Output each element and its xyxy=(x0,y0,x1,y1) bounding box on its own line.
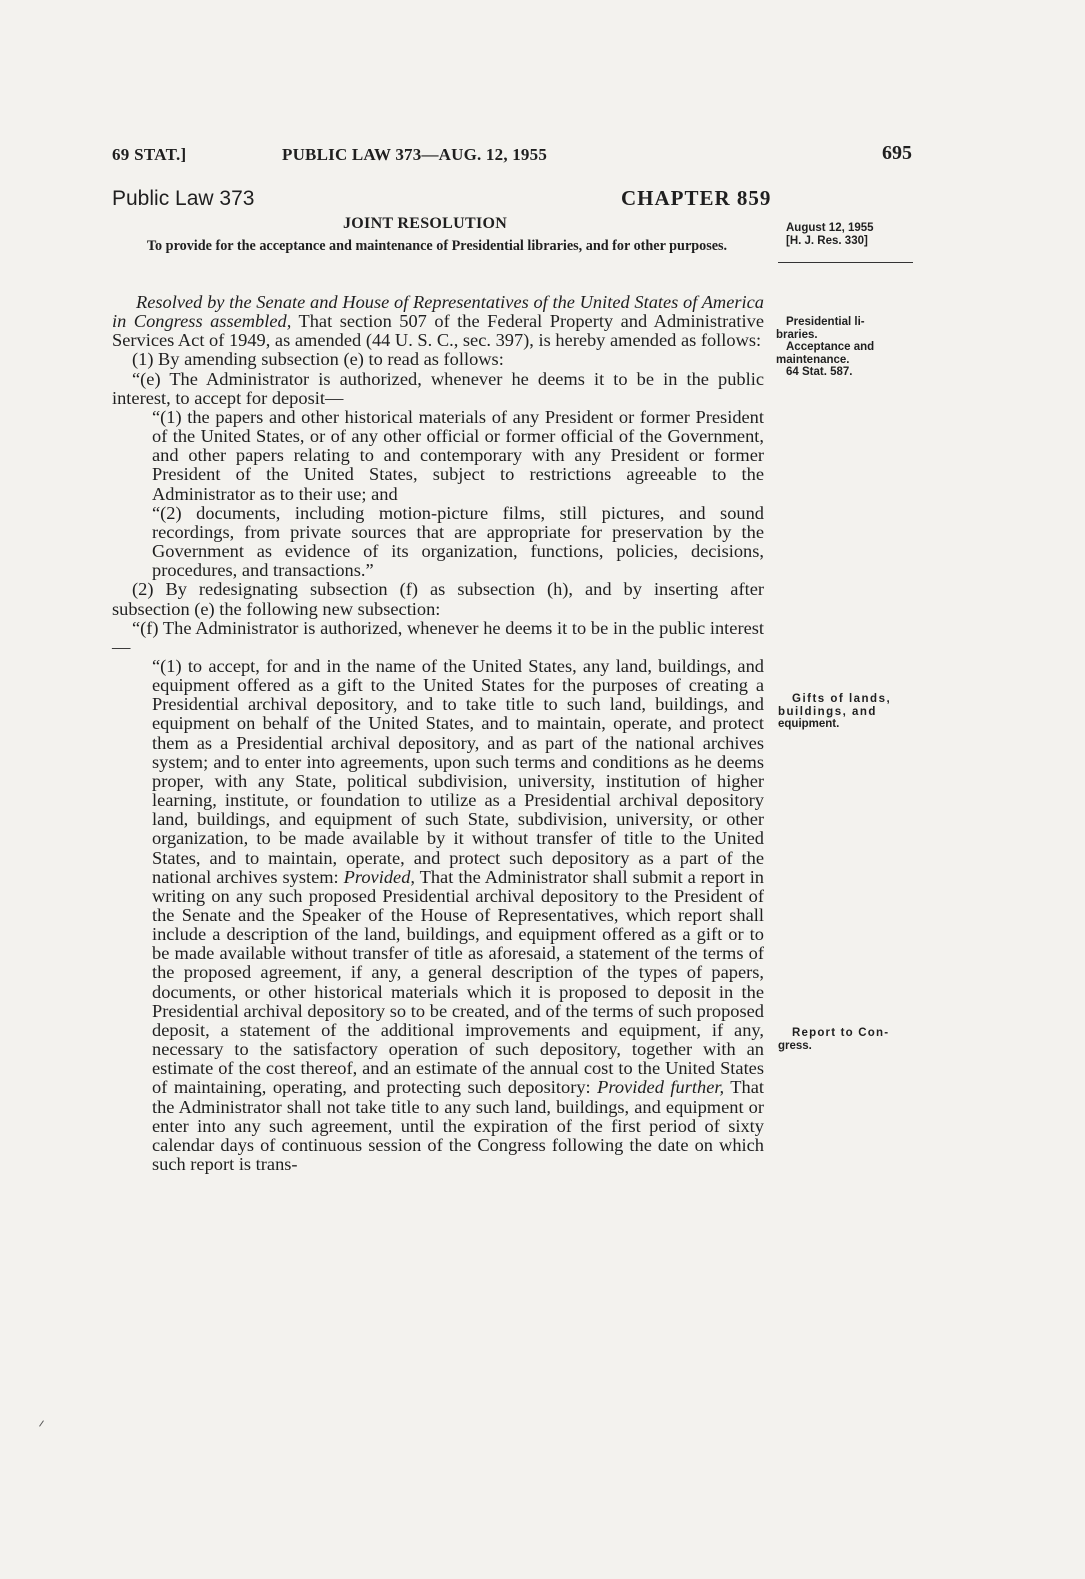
enacting-text: That section 507 of the Federal Property and Administrative Services Act of 1949, as amended (44 U. S. C., sec. 397), is hereby amended as follows: xyxy=(112,311,764,351)
margin-note-line: gress. xyxy=(778,1039,812,1052)
header-volume: 69 STAT.] xyxy=(112,145,187,164)
subsection-f-1-proviso-further: That the Administrator shall not take title to any such land, buildings, and equipment or enter into any such agreement, until the expiration of the first period of sixty calendar days of continuous session of the Congress following the date on which such report is trans- xyxy=(152,1077,764,1175)
subsection-e: “(e) The Administrator is authorized, whenever he deems it to be in the public interest, to accept for deposit— xyxy=(112,368,764,408)
margin-note-line: Presidential li- xyxy=(786,316,865,328)
amendment-item-2: (2) By redesignating subsection (f) as subsection (h), and by inserting after subsection (e) the following new subsection: xyxy=(112,579,764,619)
margin-note-line: buildings, and xyxy=(778,705,877,718)
proviso-label: Provided, xyxy=(343,866,415,887)
margin-note-line: maintenance. xyxy=(776,353,850,366)
public-law-number: Public Law 373 xyxy=(112,187,255,210)
proviso-label-further: Provided further, xyxy=(597,1077,725,1098)
resolution-purpose: To provide for the acceptance and maintenance of Presidential libraries, and for other purposes. xyxy=(146,238,728,254)
margin-note-line: equipment. xyxy=(778,718,840,730)
margin-note-line: 64 Stat. 587. xyxy=(786,366,853,378)
subsection-e-2: “(2) documents, including motion-picture films, still pictures, and sound recordings, from private sources that are appropriate for preservation by the Government as evidence of its organization, functions, policies, decisions, procedures, and transactions.” xyxy=(152,502,764,581)
chapter-number: CHAPTER 859 xyxy=(621,186,772,210)
resolution-title: JOINT RESOLUTION xyxy=(343,215,508,232)
resolution-body xyxy=(112,293,764,1174)
margin-note-line: Report to Con- xyxy=(792,1027,890,1039)
margin-note-libraries xyxy=(776,316,926,379)
enacting-clause xyxy=(112,293,764,350)
margin-bill-number: [H. J. Res. 330] xyxy=(786,234,868,247)
subsection-f-1 xyxy=(112,657,764,1174)
enacting-phrase: Resolved by the Senate and House of Representatives of the United States of America in Congress assembled, xyxy=(112,292,764,332)
margin-note-line: Acceptance and xyxy=(786,341,875,353)
subsection-f-1-text: “(1) to accept, for and in the name of the United States, any land, buildings, and equipment offered as a gift to the United States for the purposes of creating a Presidential archival depository, and to take title to such land, buildings, and equipment on behalf of the United States, and to maintain, operate, and protect them as a Presidential archival depository, and as part of the national archives system; and to enter into agreements, upon such terms and conditions as he deems proper, with any State, political subdivision, university, institution of higher learning, institute, or foundation to utilize as a Presidential archival depository land, buildings, and equipment of such State, subdivision, university, or other organization, to be made available by it without transfer of title to the United States, and to maintain, operate, and protect such depository as a part of the national archives system: xyxy=(152,655,764,887)
margin-note-line: braries. xyxy=(776,328,818,341)
subsection-e-1: “(1) the papers and other historical materials of any President or former President of the United States, or of any other official or former official of the Government, and other papers relating to and contemporary with any President or former President of the United States, subject to restrictions agreeable to the Administrator as to their use; and xyxy=(152,406,764,504)
margin-divider xyxy=(778,262,913,263)
subsection-f: “(f) The Administrator is authorized, whenever he deems it to be in the public interest— xyxy=(112,617,764,657)
margin-note-line: Gifts of lands, xyxy=(792,693,892,705)
page-number: 695 xyxy=(882,142,912,164)
margin-date: August 12, 1955 xyxy=(786,222,874,234)
subsection-f-1-proviso: That the Administrator shall submit a report in writing on any such proposed Presidential archival depository to the President of the Senate and the Speaker of the House of Representatives, which report shall include a description of the land, buildings, and equipment offered as a gift or to be made available without transfer of title as aforesaid, a statement of the terms of the proposed agreement, if any, a general description of the types of papers, documents, or other historical materials which it is proposed to deposit in the Presidential archival depository so to be created, and of the terms of such proposed deposit, a statement of the additional improvements and equipment, if any, necessary to the satisfactory operation of such depository, together with an estimate of the cost thereof, and an estimate of the annual cost to the United States of maintaining, operating, and protecting such depository: xyxy=(152,866,765,1098)
margin-date-note xyxy=(786,222,926,247)
header-title: PUBLIC LAW 373—AUG. 12, 1955 xyxy=(282,145,548,164)
margin-note-gifts xyxy=(778,693,918,731)
margin-note-report xyxy=(778,1027,932,1052)
amendment-item-1: (1) By amending subsection (e) to read as follows: xyxy=(132,349,504,370)
pencil-mark xyxy=(39,1420,44,1426)
